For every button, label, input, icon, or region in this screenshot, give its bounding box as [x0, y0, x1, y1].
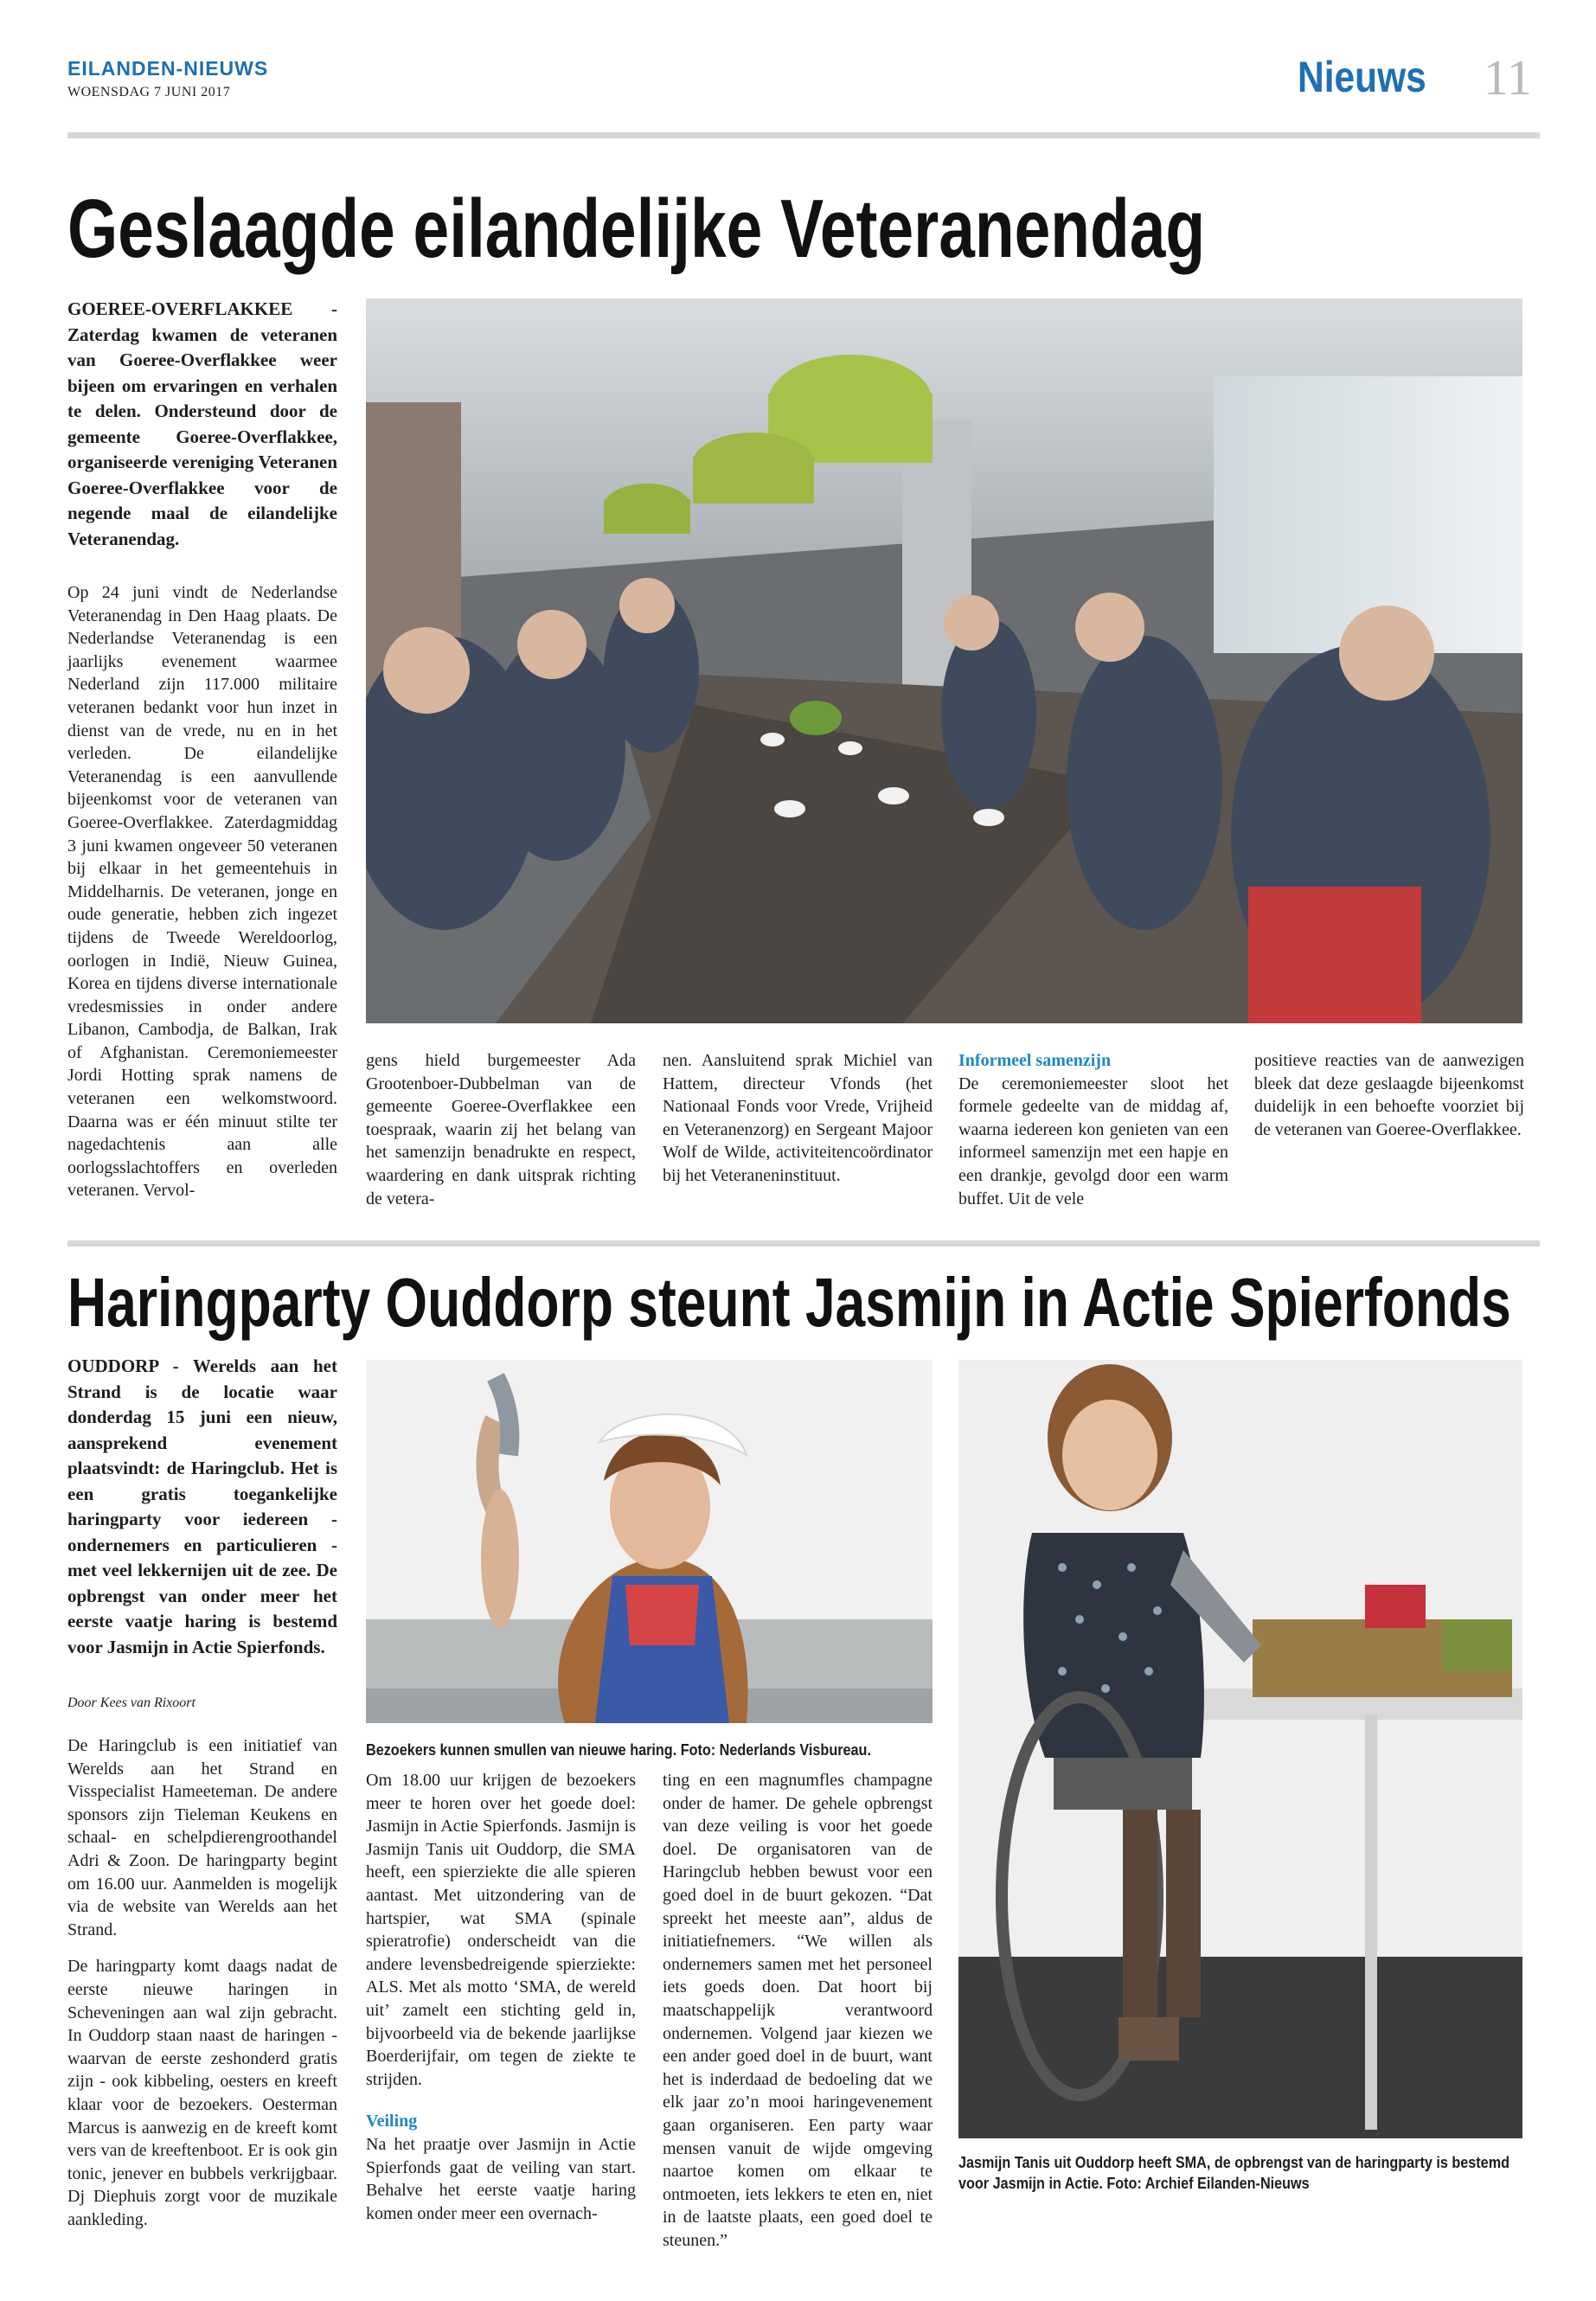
article1-headline: Geslaagde eilandelijke Veteranendag — [67, 183, 1206, 275]
herring-photo — [366, 1360, 933, 1723]
article2-column-2-para-1: Om 18.00 uur krijgen de bezoekers meer te horen over het goede doel: Jasmijn in Actie Spierfonds. Jasmijn is Jasmijn Tanis uit Ouddorp, die SMA heeft, een spierziekte die alle spieren aantast. Met uitzondering van de hartspier, wat SMA (spinale spieratrofie) onderscheidt van die andere levensbedreigende spierziekte: ALS. Met als motto ‘SMA, de wereld uit’ zamelt een stichting geld in, bijvoorbeeld via de bekende jaarlijkse Boerderijfair, om tegen de ziekte te strijden. — [366, 1771, 636, 2089]
article2-byline: Door Kees van Rixoort — [67, 1695, 195, 1710]
herring-photo-caption: Bezoekers kunnen smullen van nieuwe haring. Foto: Nederlands Visbureau. — [366, 1741, 871, 1759]
article2-column-3: ting en een magnumfles champagne onder de hamer. De gehele opbrengst van deze veiling is voor het goede doel. De organisatoren van de Haringclub hebben bewust voor een goed doel in de buurt gekozen. “Dat spreekt het meeste aan”, aldus de initiatiefnemers. “We willen als ondernemers samen met het personeel iets goeds doen. Dat hoort bij maatschappelijk verantwoord ondernemen. Volgend jaar kiezen we een ander goed doel in de buurt, want het is inderdaad de bedoeling dat we elk jaar zo’n mooi haringevenement gaan organiseren. Een party waar mensen vanuit de wijde omgeving naartoe komen om elkaar te ontmoeten, iets lekkers te eten en, niet in de laatste plaats, een goed doel te steunen.” — [663, 1771, 933, 2250]
jasmijn-photo — [958, 1360, 1522, 2138]
article1-column-1: Op 24 juni vindt de Nederlandse Veteranendag in Den Haag plaats. De Nederlandse Veteranendag is een jaarlijks evenement waarmee Nederland zijn 117.000 militaire veteranen bedankt voor hun inzet in dienst van de vrede, nu en in het verleden. De eilandelijke Veteranendag is een aanvullende bijeenkomst voor de veteranen van Goeree-Overflakkee. Zaterdagmiddag 3 juni kwamen ongeveer 50 veteranen bij elkaar in het gemeentehuis in Middelharnis. De veteranen, jonge en oude generatie, hebben zich ingezet tijdens de Tweede Wereldoorlog, oorlogen in Indië, Nieuw Guinea, Korea en tijdens diverse internationale vredesmissies in onder andere Libanon, Cambodja, de Balkan, Irak of Afghanistan. Ceremoniemeester Jordi Hotting sprak namens de veteranen een welkomstwoord. Daarna was er één minuut stilte ter nagedachtenis aan alle oorlogsslachtoffers en overleden veteranen. Vervol- — [67, 583, 337, 1201]
masthead-logo: EILANDEN-NIEUWS — [67, 57, 269, 80]
page-number: 11 — [1484, 49, 1532, 106]
header-rule — [67, 132, 1540, 138]
article1-column-3: nen. Aansluitend sprak Michiel van Hattem, directeur Vfonds (het Nationaal Fonds voor Vrede, Vrijheid en Veteranenzorg) en Sergeant Majoor Wolf de Wilde, activiteitencoördinator bij het Veteraneninstituut. — [663, 1051, 933, 1185]
issue-date: WOENSDAG 7 JUNI 2017 — [67, 85, 231, 99]
article2-lead: OUDDORP - Werelds aan het Strand is de locatie waar donderdag 15 juni een nieuw, aansprekend evenement plaatsvindt: de Haringclub. Het is een gratis toegankelijke haringparty voor iedereen - ondernemers en particulieren - met veel lekkernijen uit de zee. De opbrengst van onder meer het eerste vaatje haring is bestemd voor Jasmijn in Actie Spierfonds. — [67, 1356, 337, 1657]
veterans-photo — [366, 298, 1522, 1023]
article2-column-1-para-2: De haringparty komt daags nadat de eerste nieuwe haringen in Scheveningen aan wal zijn gebracht. In Ouddorp staan naast de haringen - waarvan de eerste zeshonderd gratis zijn - ook kibbeling, oesters en kreeft klaar voor de bezoekers. Oesterman Marcus is aanwezig en de kreeft komt vers van de kreeftenboot. Er is ook gin tonic, jenever en bubbels verkrijgbaar. Dj Diephuis zorgt voor de muzikale aankleding. — [67, 1957, 337, 2229]
article2-column-2-para-2: Na het praatje over Jasmijn in Actie Spierfonds gaat de veiling van start. Behalve het eerste vaatje haring komen onder meer een overnach- — [366, 2134, 636, 2223]
article2-headline: Haringparty Ouddorp steunt Jasmijn in Actie Spierfonds — [67, 1264, 1511, 1341]
article1-column-4 — [958, 1049, 1228, 1210]
article1-subhead: Informeel samenzijn — [958, 1051, 1112, 1070]
article2-subhead: Veiling — [366, 2112, 418, 2131]
article-divider — [67, 1240, 1540, 1247]
article1-column-5: positieve reacties van de aanwezigen bleek dat deze geslaagde bijeenkomst duidelijk in een behoefte voorziet bij de veteranen van Goeree-Overflakkee. — [1254, 1051, 1524, 1139]
article1-column-4-text: De ceremoniemeester sloot het formele gedeelte van de middag af, waarna iedereen kon genieten van een informeel samenzijn met een hapje en een drankje, gevolgd door een warm buffet. Uit de vele — [958, 1074, 1228, 1208]
article2-column-2 — [366, 1769, 636, 2225]
article2-column-1-para-1: De Haringclub is een initiatief van Werelds aan het Strand en Visspecialist Hameeteman. De andere sponsors zijn Tieleman Keukens en schaal- en schelpdierengroothandel Adri & Zoon. De haringparty begint om 16.00 uur. Aanmelden is mogelijk via de website van Werelds aan het Strand. — [67, 1736, 337, 1939]
article1-column-2: gens hield burgemeester Ada Grootenboer-Dubbelman van de gemeente Goeree-Overflakkee een toespraak, waarin zij het belang van het samenzijn benadrukte en respect, waardering en dank uitsprak richting de vetera- — [366, 1051, 636, 1208]
jasmijn-photo-caption: Jasmijn Tanis uit Ouddorp heeft SMA, de opbrengst van de haringparty is bestemd voor Jasmijn in Actie. Foto: Archief Eilanden-Nieuws — [958, 2154, 1510, 2192]
article1-lead: GOEREE-OVERFLAKKEE - Zaterdag kwamen de veteranen van Goeree-Overflakkee weer bijeen om ervaringen en verhalen te delen. Ondersteund door de gemeente Goeree-Overflakkee, organiseerde vereniging Veteranen Goeree-Overflakkee voor de negende maal de eilandelijke Veteranendag. — [67, 298, 337, 549]
section-title: Nieuws — [1298, 53, 1426, 101]
article2-column-1 — [67, 1734, 337, 2231]
